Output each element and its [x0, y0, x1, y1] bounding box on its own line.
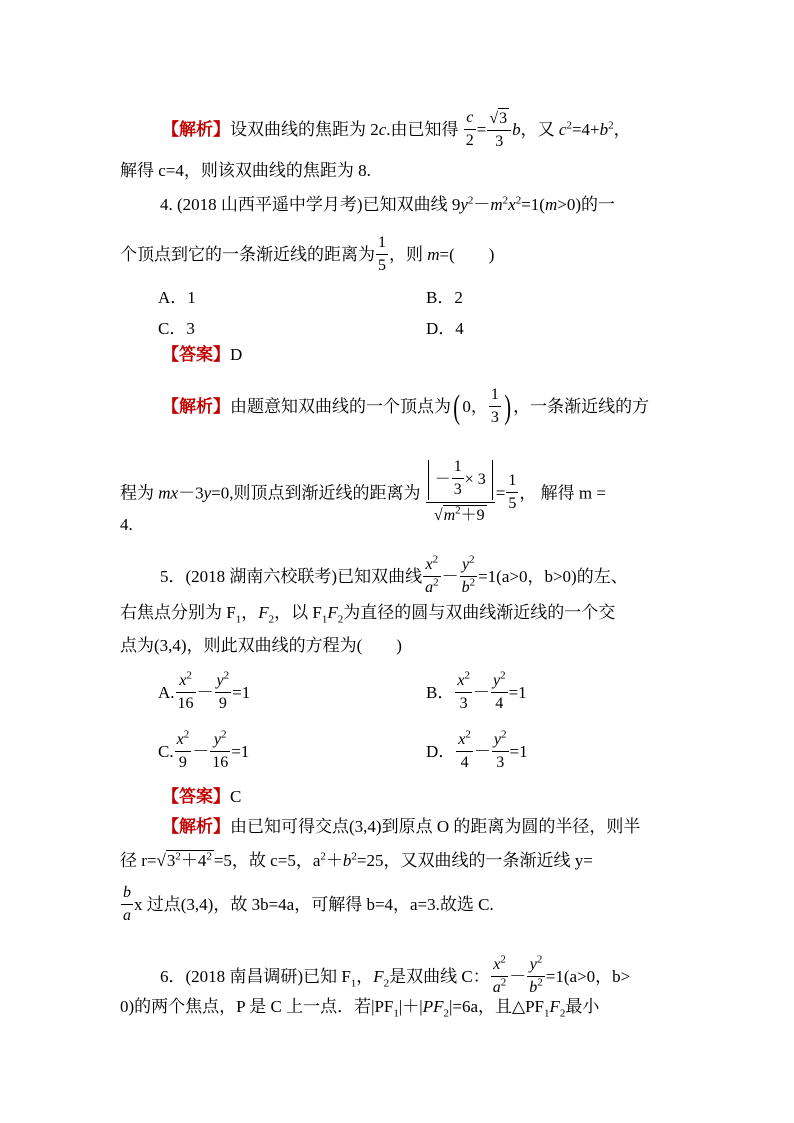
- q5-stem-line1: 5．(2018 湖南六校联考)已知双曲线 $\frac{x^2}{a^2}$ － $\frac{y^2}{b^2}$ =1(a>0，b>0)的左、: [160, 553, 628, 596]
- q6-stem-line1: 6．(2018 南昌调研)已知 $F_1$，$F_2$是双曲线 C： $\frac{x^2}{a^2}$ － $\frac{y^2}{b^2}$ =1(a>0，b>: [160, 953, 631, 996]
- q5-option-c: C. $\frac{x^2}{9}$ － $\frac{y^2}{16}$ =1: [158, 728, 250, 771]
- q4-analysis-line1: 【解析】由题意知双曲线的一个顶点为( 0， $\frac{1}{3}$ ) ，一条渐近线的方: [162, 386, 650, 427]
- q5-stem-line2: 右焦点分别为 $F_1$，$F_2$，以 $F_1F_2$为直径的圆与双曲线渐近线的一个交: [120, 603, 616, 626]
- q4-answer: 【答案】D: [162, 345, 243, 364]
- q5-option-a: A. $\frac{x^2}{16}$ － $\frac{y^2}{9}$ =1: [158, 669, 251, 712]
- q4-option-d: D．4: [426, 319, 464, 338]
- q3-analysis-line1: 【解析】设双曲线的焦距为 2c.由已知得 $\frac{c}{2}$ = $\frac{√3}{3}$ b，又 $c^2=4+b^2$，: [162, 109, 631, 150]
- q4-option-b: B．2: [426, 288, 463, 307]
- q5-option-d: D． $\frac{x^2}{4}$ － $\frac{y^2}{3}$ =1: [426, 728, 528, 771]
- fraction-c-over-2: $\frac{c}{2}$: [465, 109, 474, 149]
- q4-analysis-line3: 4.: [120, 515, 133, 534]
- analysis-tag: 【解析】: [162, 120, 230, 139]
- q4-stem-line2: 个顶点到它的一条渐近线的距离为 $\frac{1}{5}$ ，则 m=( ): [120, 234, 495, 274]
- q4-analysis-line2: 程为 mx－3y=0,则顶点到渐近线的距离为 － $\frac{1}{3}$ × 3 $√m^2+9$ = $\frac{1}{5}$ ， 解得 m =: [120, 458, 606, 525]
- q5-option-b: B． $\frac{x^2}{3}$ － $\frac{y^2}{4}$ =1: [426, 669, 527, 712]
- fraction-sqrt3-over-3: $\frac{√3}{3}$: [487, 108, 511, 150]
- q5-analysis-line3: $\frac{b}{a}$ x 过点(3,4)，故 3b=4a，可解得 b=4，a=3.故选 C.: [123, 884, 494, 924]
- q5-analysis-line2: 径 $r=√3^2+4^2 =5$，故 c=5，$a^2+b^2=25$，又双曲线的一条渐近线 y=: [120, 850, 593, 870]
- q5-answer: 【答案】C: [162, 787, 242, 806]
- q4-option-a: A．1: [158, 288, 196, 307]
- q5-analysis-line1: 【解析】由已知可得交点(3,4)到原点 O 的距离为圆的半径，则半: [162, 817, 641, 836]
- q3-analysis-line2: 解得 c=4，则该双曲线的焦距为 8.: [120, 161, 371, 180]
- q4-stem-line1: 4. (2018 山西平遥中学月考)已知双曲线 $9y^2-m^2x^2=1(m>0)$的一: [160, 194, 615, 214]
- fraction-1-over-5: $\frac{1}{5}$: [378, 234, 386, 274]
- q6-stem-line2: 0)的两个焦点，P 是 C 上一点．若$|PF_1|+|PF_2|=6a$，且$\triangle PF_1F_2$最小: [120, 997, 600, 1020]
- distance-fraction: － $\frac{1}{3}$ × 3 $√m^2+9$: [426, 460, 495, 525]
- q4-option-c: C．3: [158, 319, 195, 338]
- q5-stem-line3: 点为(3,4)，则此双曲线的方程为( ): [120, 636, 402, 655]
